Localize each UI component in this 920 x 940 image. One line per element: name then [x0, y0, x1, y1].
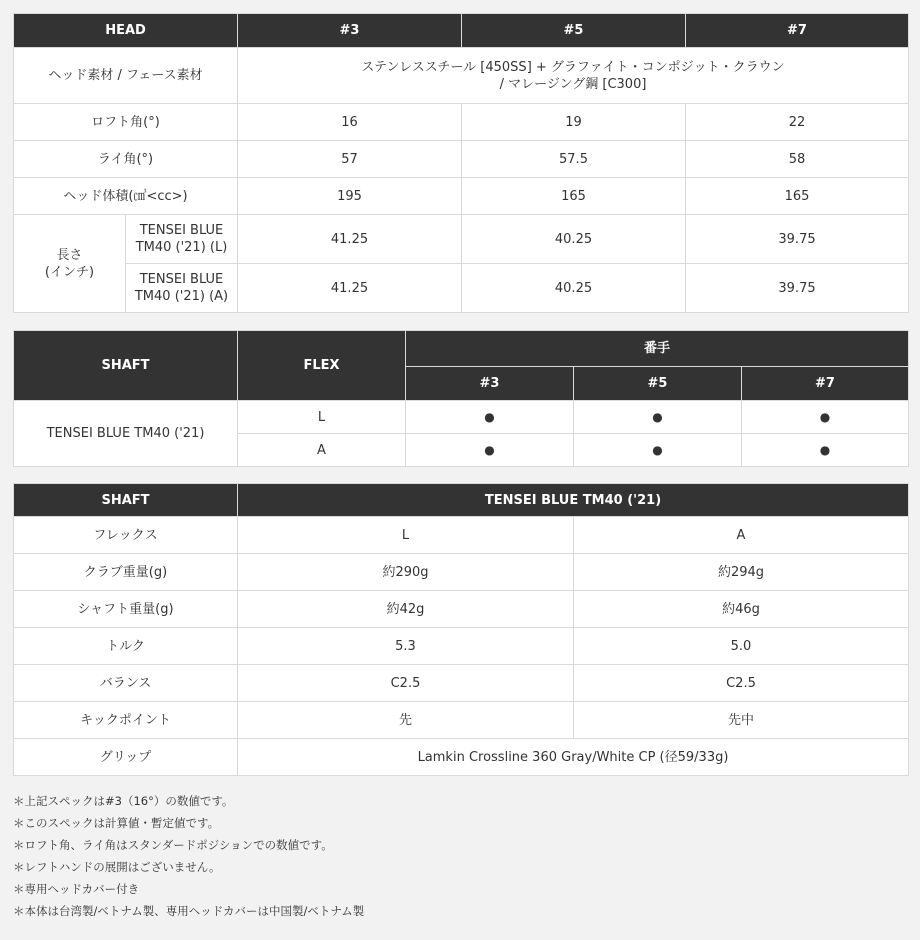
table-row	[14, 739, 909, 776]
material-value	[238, 48, 909, 104]
torque-label: トルク	[14, 628, 238, 665]
head-header-club3: #3	[238, 14, 462, 48]
length-label-line-2: (インチ)	[44, 264, 95, 280]
lie-label: ライ角(°)	[14, 141, 238, 178]
club-weight-label: クラブ重量(g)	[14, 554, 238, 591]
lie-club5: 57.5	[462, 141, 686, 178]
table-row	[14, 401, 909, 434]
length-a-club7: 39.75	[686, 264, 909, 313]
flex-table-flex-header: FLEX	[238, 331, 406, 401]
flex-label: フレックス	[14, 517, 238, 554]
notes	[13, 793, 908, 925]
balance-label: バランス	[14, 665, 238, 702]
head-header-club7: #7	[686, 14, 909, 48]
shaft-spec-table	[13, 483, 909, 776]
flex-table-club7: #7	[742, 367, 909, 401]
loft-club3: 16	[238, 104, 462, 141]
club-weight-l: 約290g	[238, 554, 574, 591]
loft-label: ロフト角(°)	[14, 104, 238, 141]
volume-label: ヘッド体積(㎤<cc>)	[14, 178, 238, 215]
flex-l: L	[238, 517, 574, 554]
volume-club3: 195	[238, 178, 462, 215]
kickpoint-label: キックポイント	[14, 702, 238, 739]
table-row	[14, 554, 909, 591]
availability-mark: ●	[574, 434, 742, 467]
length-l-club7: 39.75	[686, 215, 909, 264]
table-row	[14, 215, 909, 264]
length-shaft-l-line-1: TENSEI BLUE	[139, 223, 224, 238]
loft-club7: 22	[686, 104, 909, 141]
grip-value: Lamkin Crossline 360 Gray/White CP (径59/33g)	[238, 739, 909, 776]
table-row	[14, 665, 909, 702]
length-label	[14, 215, 126, 313]
lie-club3: 57	[238, 141, 462, 178]
note-item: ＊専用ヘッドカバー付き	[13, 882, 140, 896]
table-row	[14, 628, 909, 665]
flex-value-a: A	[238, 434, 406, 467]
flex-table	[13, 330, 909, 467]
flex-value-l: L	[238, 401, 406, 434]
shaft-weight-label: シャフト重量(g)	[14, 591, 238, 628]
table-row	[14, 591, 909, 628]
flex-table-shaft-header: SHAFT	[14, 331, 238, 401]
length-shaft-a-line-1: TENSEI BLUE	[139, 272, 224, 287]
availability-mark: ●	[742, 434, 909, 467]
length-l-club5: 40.25	[462, 215, 686, 264]
length-l-club3: 41.25	[238, 215, 462, 264]
loft-club5: 19	[462, 104, 686, 141]
volume-club7: 165	[686, 178, 909, 215]
length-shaft-l-line-2: TM40 ('21) (L)	[135, 240, 228, 255]
grip-label: グリップ	[14, 739, 238, 776]
material-line-2: / マレージング鋼 [C300]	[499, 76, 647, 92]
flex-table-bante-header: 番手	[406, 331, 909, 367]
shaft-weight-a: 約46g	[574, 591, 909, 628]
length-label-line-1: 長さ	[56, 247, 83, 263]
note-item: ＊レフトハンドの展開はございません。	[13, 860, 221, 874]
shaft-spec-name-header: TENSEI BLUE TM40 ('21)	[238, 484, 909, 517]
material-line-1: ステンレススチール [450SS] + グラファイト・コンポジット・クラウン	[361, 59, 785, 75]
length-a-club3: 41.25	[238, 264, 462, 313]
club-weight-a: 約294g	[574, 554, 909, 591]
length-shaft-a-line-2: TM40 ('21) (A)	[134, 289, 229, 304]
length-shaft-l	[126, 215, 238, 264]
lie-club7: 58	[686, 141, 909, 178]
note-item: ＊本体は台湾製/ベトナム製、専用ヘッドカバーは中国製/ベトナム製	[13, 904, 365, 918]
note-item: ＊このスペックは計算値・暫定値です。	[13, 816, 220, 830]
head-header-club5: #5	[462, 14, 686, 48]
note-item: ＊上記スペックは#3（16°）の数値です。	[13, 794, 234, 808]
head-spec-table	[13, 13, 909, 313]
table-row	[14, 141, 909, 178]
shaft-spec-header: SHAFT	[14, 484, 238, 517]
balance-l: C2.5	[238, 665, 574, 702]
shaft-weight-l: 約42g	[238, 591, 574, 628]
flex-a: A	[574, 517, 909, 554]
length-a-club5: 40.25	[462, 264, 686, 313]
flex-table-shaft-name: TENSEI BLUE TM40 ('21)	[14, 401, 238, 467]
kickpoint-l: 先	[238, 702, 574, 739]
availability-mark: ●	[406, 434, 574, 467]
availability-mark: ●	[574, 401, 742, 434]
length-shaft-a	[126, 264, 238, 313]
torque-a: 5.0	[574, 628, 909, 665]
flex-table-club3: #3	[406, 367, 574, 401]
note-item: ＊ロフト角、ライ角はスタンダードポジションでの数値です。	[13, 838, 333, 852]
table-row	[14, 264, 909, 313]
kickpoint-a: 先中	[574, 702, 909, 739]
head-header: HEAD	[14, 14, 238, 48]
table-row	[14, 702, 909, 739]
balance-a: C2.5	[574, 665, 909, 702]
torque-l: 5.3	[238, 628, 574, 665]
flex-table-club5: #5	[574, 367, 742, 401]
table-row	[14, 517, 909, 554]
table-row	[14, 178, 909, 215]
availability-mark: ●	[742, 401, 909, 434]
availability-mark: ●	[406, 401, 574, 434]
table-row	[14, 104, 909, 141]
material-label: ヘッド素材 / フェース素材	[14, 48, 238, 104]
table-row	[14, 48, 909, 104]
volume-club5: 165	[462, 178, 686, 215]
